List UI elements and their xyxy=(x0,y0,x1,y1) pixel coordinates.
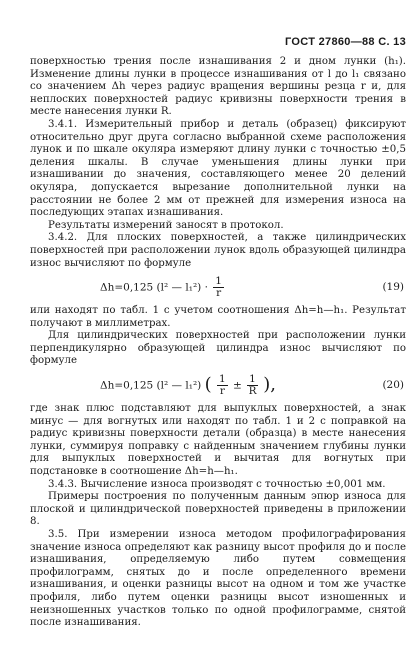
paragraph-3-5: 3.5. При измерении износа методом профилографирования значение износа определяют как разницу высот профиля до и после изнашивания, определяемую либо путем совмещения профилограмм, снятых до и после определенного времени изнашивания, и оценки разницы высот на одном и том же участке профиля, либо путем оценки разницы высот изношенных и неизношенных участков только по одной профилограмме, снятой после изнашивания. xyxy=(30,529,406,629)
formula-19-numerator: 1 xyxy=(215,275,222,288)
formula-20-number: (20) xyxy=(382,379,404,392)
paragraph-1: поверхностью трения после изнашивания 2 и дном лунки (h₁). Изменение длины лунки в процессе изнашивания от l до l₁ связано со значением Δh через радиус вращения вершины резца r и, для неплоских поверхностей радиус кривизны поверхности трения в месте нанесения лунки R. xyxy=(30,56,406,118)
formula-20-fraction-1 xyxy=(217,374,228,397)
formula-19-fraction xyxy=(213,276,224,299)
paragraph-3-4-3: 3.4.3. Вычисление износа производят с точностью ±0,001 мм. xyxy=(48,478,386,490)
formula-19-expression xyxy=(100,276,226,299)
formula-20-body: (l² — l₁²) xyxy=(156,379,202,392)
formula-20-open-paren: ( xyxy=(204,374,212,396)
formula-19 xyxy=(30,270,406,305)
formula-20-denominator-1: r xyxy=(219,385,225,398)
paragraph-examples: Примеры построения по полученным данным эпюр износа для плоской и цилиндрической поверхностей приведены в приложении 8. xyxy=(30,491,406,528)
document-body xyxy=(30,56,406,630)
formula-19-lhs: Δh=0,125 xyxy=(100,281,154,294)
formula-20-close-paren: ), xyxy=(263,374,276,396)
paragraph-sign-rule: где знак плюс подставляют для выпуклых поверхностей, а знак минус — для вогнутых или находят по табл. 1 и 2 с поправкой на радиус кривизны поверхности детали (образца) в месте нанесения лунки, суммируя поправку с найденным значением глубины лунки для выпуклых поверхностей и вычитая для вогнутых при подстановке в соотношение Δh=h—h₁. xyxy=(30,403,406,478)
paragraph-3-4-1: 3.4.1. Измерительный прибор и деталь (образец) фиксируют относительно друг друга согласно выбранной схеме расположения лунок и по шкале окуляра измеряют длину лунки с точностью ±0,5 деления шкалы. В случае уменьшения длины лунки при изнашивании до значения, составляющего менее 20 делений окуляра, допускается вырезание дополнительной лунки на расстоянии не более 2 мм от прежней для измерения износа на последующих этапах изнашивания. xyxy=(30,118,406,219)
page-header: ГОСТ 27860—88 С. 13 xyxy=(285,36,406,48)
formula-19-body: (l² — l₁²) · xyxy=(156,281,208,294)
paragraph-3-4-2: 3.4.2. Для плоских поверхностей, а также цилиндрических поверхностей при расположении лунок вдоль образующей цилиндра износ вычисляют по формуле xyxy=(30,232,406,269)
formula-20-denominator-2: R xyxy=(248,385,257,398)
paragraph-results: Результаты измерений заносят в протокол. xyxy=(48,219,284,231)
formula-20-expression xyxy=(100,374,276,397)
paragraph-cylindrical: Для цилиндрических поверхностей при расположении лунки перпендикулярно образующей цилиндра износ вычисляют по формуле xyxy=(30,330,406,367)
formula-19-denominator: r xyxy=(216,287,222,300)
formula-20-sign: ± xyxy=(233,379,242,392)
formula-20 xyxy=(30,368,406,403)
formula-20-fraction-2 xyxy=(247,374,258,397)
formula-20-lhs: Δh=0,125 xyxy=(100,379,154,392)
formula-19-number: (19) xyxy=(382,281,404,294)
formula-20-numerator-2: 1 xyxy=(249,373,256,386)
paragraph-table-ref: или находят по табл. 1 с учетом соотношения Δh=h—h₁. Результат получают в миллиметрах. xyxy=(30,305,406,329)
formula-20-numerator-1: 1 xyxy=(218,373,226,386)
